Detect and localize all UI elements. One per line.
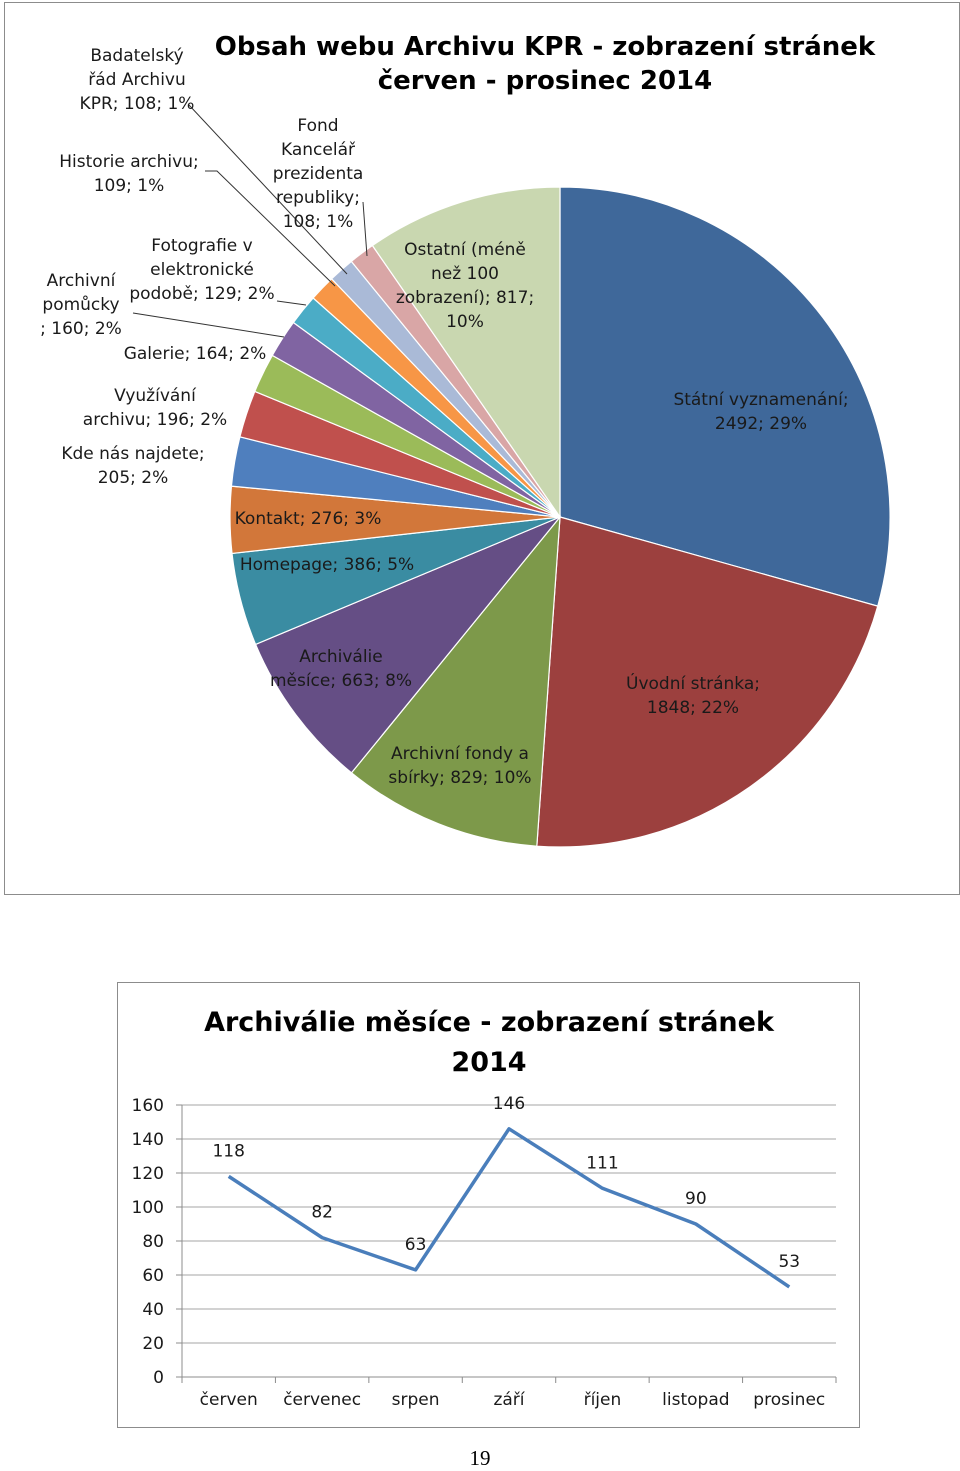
x-tick-label: červenec (283, 1390, 362, 1410)
pie-slice-label: Kde nás najdete; 205; 2% (61, 444, 205, 488)
x-tick-label: listopad (662, 1390, 730, 1410)
y-tick-label: 20 (142, 1334, 164, 1354)
x-tick-label: říjen (583, 1390, 622, 1410)
y-tick-label: 160 (131, 1096, 164, 1116)
x-tick-label: červen (199, 1390, 258, 1410)
pie-leader-line (363, 202, 367, 256)
pie-chart-title: Obsah webu Archivu KPR - zobrazení stránek (214, 32, 876, 62)
pie-leader-line (277, 301, 306, 305)
y-tick-label: 80 (142, 1232, 164, 1252)
pie-slice-label: Historie archivu; 109; 1% (59, 152, 199, 196)
pie-slice-label: Homepage; 386; 5% (239, 555, 415, 575)
y-tick-label: 140 (131, 1130, 164, 1150)
pie-slice-label: Využívání archivu; 196; 2% (82, 386, 228, 430)
pie-slice-label: Fond Kancelář prezidenta republiky; 108; 1% (272, 116, 364, 232)
line-labels (212, 1094, 800, 1272)
data-label: 82 (311, 1202, 333, 1223)
pie-chart-subtitle: červen - prosinec 2014 (377, 66, 713, 96)
pie-slice-label: Státní vyznamenání; 2492; 29% (673, 390, 849, 434)
data-label: 146 (492, 1093, 526, 1114)
pie-slice-label: Archiválie měsíce; 663; 8% (269, 647, 413, 691)
pie-chart (5, 3, 960, 896)
line-grid (182, 1105, 836, 1377)
pie-slice-label: Fotografie v elektronické podobě; 129; 2% (129, 236, 275, 304)
x-tick-label: srpen (391, 1390, 440, 1410)
pie-slice-label: Galerie; 164; 2% (123, 344, 267, 364)
y-tick-label: 40 (142, 1300, 164, 1320)
pie-slice-label: Kontakt; 276; 3% (234, 509, 382, 529)
pie-slice-label: Badatelský řád Archivu KPR; 108; 1% (79, 46, 195, 114)
data-label: 90 (685, 1189, 707, 1209)
y-tick-label: 60 (142, 1266, 164, 1286)
data-label: 63 (404, 1234, 427, 1255)
y-tick-label: 0 (153, 1368, 164, 1388)
line-chart-frame (117, 982, 860, 1428)
pie-slice-label: Archivní pomůcky ; 160; 2% (40, 271, 122, 339)
pie-leader-line (133, 313, 284, 337)
line-chart-subtitle: 2014 (451, 1047, 527, 1078)
y-tick-label: 100 (131, 1198, 164, 1218)
line-chart (118, 983, 861, 1429)
y-tick-label: 120 (131, 1164, 164, 1184)
pie-chart-frame (4, 2, 960, 895)
page-number: 19 (469, 1446, 491, 1470)
pie-slice-label: Ostatní (méně než 100 zobrazení); 817; 10% (395, 240, 535, 332)
line-chart-title: Archiválie měsíce - zobrazení stránek (204, 1007, 774, 1038)
pie-slice-label: Úvodní stránka; 1848; 22% (626, 674, 760, 718)
data-label: 53 (778, 1251, 801, 1272)
data-label: 111 (586, 1153, 619, 1174)
x-tick-label: září (493, 1390, 525, 1410)
pie-slice-label: Archivní fondy a sbírky; 829; 10% (388, 744, 532, 788)
x-tick-label: prosinec (753, 1390, 826, 1410)
data-label: 118 (212, 1141, 245, 1162)
